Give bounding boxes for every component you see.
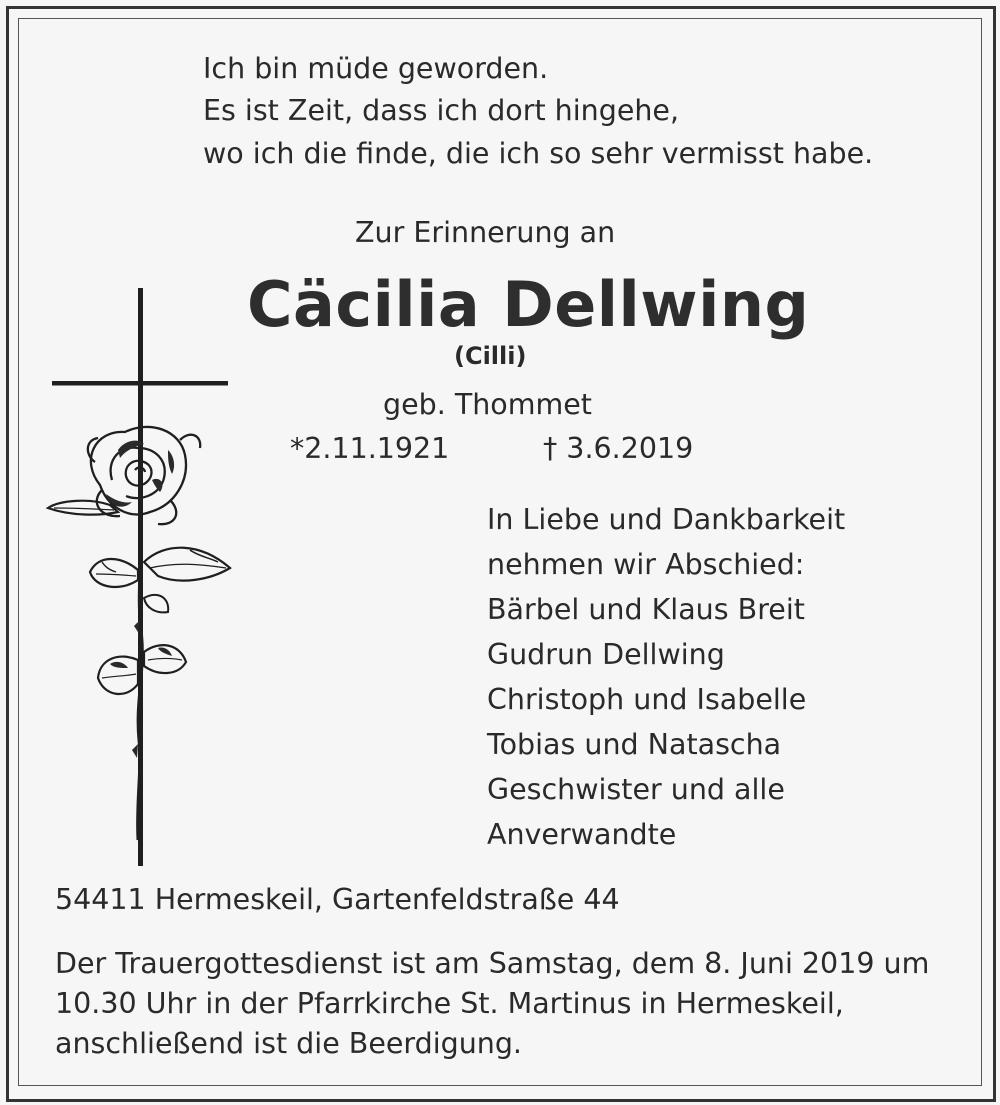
family-line: Gudrun Dellwing bbox=[487, 638, 725, 671]
service-line: anschließend ist die Beerdigung. bbox=[55, 1027, 522, 1060]
poem-line: Es ist Zeit, dass ich dort hingehe, bbox=[203, 94, 680, 127]
cross-with-rose-icon bbox=[40, 280, 240, 870]
deceased-name: Cäcilia Dellwing bbox=[247, 268, 810, 341]
mourning-address: 54411 Hermeskeil, Gartenfeldstraße 44 bbox=[55, 883, 620, 916]
family-line: Tobias und Natascha bbox=[487, 728, 782, 761]
family-line: Geschwister und alle bbox=[487, 773, 785, 806]
poem-line: Ich bin müde geworden. bbox=[203, 52, 549, 85]
service-line: 10.30 Uhr in der Pfarrkirche St. Martinus in Hermeskeil, bbox=[55, 987, 844, 1020]
family-line: Christoph und Isabelle bbox=[487, 683, 807, 716]
family-line: Anverwandte bbox=[487, 818, 677, 851]
memorial-intro: Zur Erinnerung an bbox=[355, 216, 616, 249]
family-line: nehmen wir Abschied: bbox=[487, 548, 805, 581]
poem-line: wo ich die finde, die ich so sehr vermisst habe. bbox=[203, 137, 874, 170]
maiden-name: geb. Thommet bbox=[383, 388, 592, 421]
death-date: † 3.6.2019 bbox=[543, 432, 694, 465]
birth-date: *2.11.1921 bbox=[290, 432, 450, 465]
service-line: Der Trauergottesdienst ist am Samstag, dem 8. Juni 2019 um bbox=[55, 947, 930, 980]
family-line: In Liebe und Dankbarkeit bbox=[487, 503, 846, 536]
family-line: Bärbel und Klaus Breit bbox=[487, 593, 805, 626]
deceased-nickname: (Cilli) bbox=[454, 342, 527, 370]
